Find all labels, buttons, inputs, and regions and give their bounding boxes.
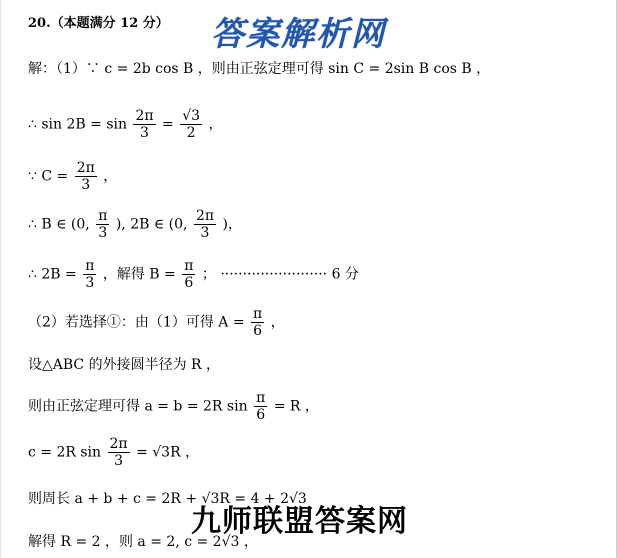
punctuation: ， (270, 314, 285, 331)
solution-line-7: 设△ABC 的外接圆半径为 R ， (28, 357, 221, 373)
fraction-pi-6 (182, 258, 195, 291)
line6-prefix: （2）若选择①：由（1）可得 A = (28, 314, 245, 331)
fraction-denominator: 6 (184, 275, 194, 291)
fraction-numerator: 2π (195, 208, 215, 224)
fraction-numerator: π (184, 258, 194, 274)
fraction-2pi-3 (108, 436, 130, 469)
solution-line-2 (28, 108, 222, 141)
fraction-numerator: π (256, 390, 266, 406)
fraction-numerator: √3 (182, 108, 201, 124)
line4-prefix: ∴ B ∈ (0, (28, 216, 90, 233)
fraction-pi-6 (251, 306, 264, 339)
fraction-numerator: 2π (135, 108, 154, 124)
line5-middle: ，解得 B = (102, 266, 176, 283)
punctuation: ， (208, 116, 223, 133)
punctuation: = R ， (273, 398, 319, 415)
punctuation: )， (222, 216, 242, 233)
line2-prefix: ∴ sin 2B = sin (28, 116, 127, 133)
solution-line-1: 解：（1）∵ c = 2b cos B ，则由正弦定理可得 sin C = 2sin B cos B ， (28, 61, 491, 77)
fraction-pi-3 (83, 258, 96, 291)
problem-header: 20.（本题满分 12 分） (28, 16, 169, 31)
solution-line-8 (28, 390, 319, 423)
fraction-2pi-3 (133, 108, 155, 141)
punctuation: ， (103, 168, 118, 185)
fraction-denominator: 3 (85, 275, 95, 291)
fraction-numerator: π (253, 306, 263, 322)
line8-prefix: 则由正弦定理可得 a = b = 2R sin (28, 398, 248, 415)
solution-line-9 (28, 436, 199, 469)
fraction-denominator: 6 (253, 323, 263, 339)
fraction-denominator: 3 (140, 125, 149, 141)
line3-prefix: ∵ C = (28, 168, 69, 185)
fraction-denominator: 3 (200, 225, 210, 241)
fraction-pi-6 (254, 390, 267, 423)
fraction-denominator: 6 (256, 407, 266, 423)
fraction-numerator: 2π (109, 436, 128, 452)
fraction-numerator: π (98, 208, 108, 224)
fraction-denominator: 3 (98, 225, 108, 241)
solution-line-3 (28, 160, 117, 193)
fraction-denominator: 3 (81, 177, 91, 193)
solution-line-10: 则周长 a + b + c = 2R + √3R = 4 + 2√3 (28, 491, 307, 507)
fraction-denominator: 3 (114, 453, 124, 469)
solution-line-5 (28, 258, 359, 291)
fraction-numerator: π (85, 258, 95, 274)
punctuation: = √3R ， (136, 444, 200, 461)
fraction-2pi-3 (75, 160, 97, 193)
fraction-numerator: 2π (76, 160, 95, 176)
equals-sign: = (162, 116, 174, 133)
line5-suffix-score: ； ························ 6 分 (201, 266, 359, 283)
fraction-denominator: 2 (186, 125, 196, 141)
solution-line-4 (28, 208, 242, 241)
solution-line-11: 解得 R = 2 ，则 a = 2, c = 2√3 ， (28, 534, 258, 550)
line5-prefix: ∴ 2B = (28, 266, 77, 283)
fraction-2pi-3 (194, 208, 216, 241)
line4-middle: ), 2B ∈ (0, (115, 216, 188, 233)
fraction-pi-3 (96, 208, 109, 241)
watermark-bottom: 九师联盟答案网 (191, 504, 408, 539)
line9-prefix: c = 2R sin (28, 444, 102, 461)
fraction-sqrt3-2 (180, 108, 202, 141)
watermark-top: 答案解析网 (211, 14, 386, 53)
solution-line-6 (28, 306, 285, 339)
